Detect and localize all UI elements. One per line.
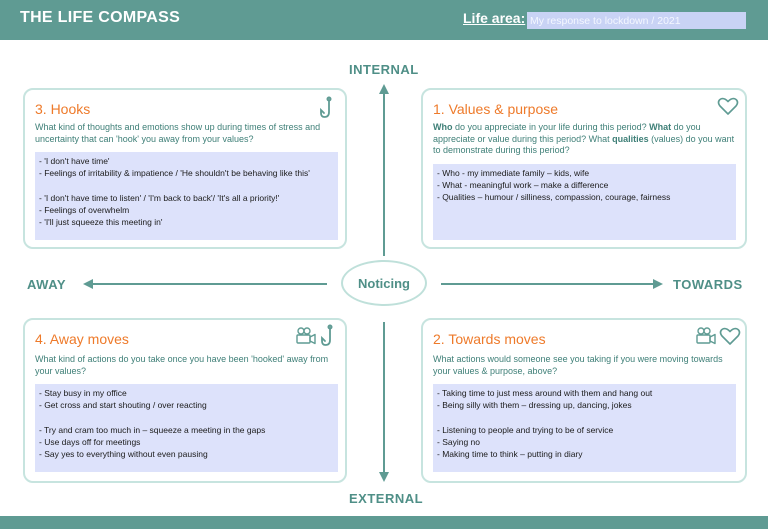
video-camera-icon	[695, 326, 717, 346]
answer-line: - Qualities – humour / silliness, compassion, courage, fairness	[437, 192, 671, 203]
card-values	[421, 88, 747, 249]
card-away-question: What kind of actions do you take once you have been 'hooked' away from your values?	[35, 354, 329, 376]
card-towards-answers[interactable]	[433, 384, 736, 472]
q-qualities: qualities	[612, 133, 649, 144]
answer-line	[39, 179, 334, 191]
card-towards-question: What actions would someone see you taking if you were moving towards your values & purpose, above?	[433, 354, 723, 376]
app-title: THE LIFE COMPASS	[20, 9, 181, 26]
arrow-down-head	[379, 472, 389, 482]
answer-line: - Stay busy in my office	[39, 388, 127, 398]
footer-bar	[0, 516, 768, 529]
fish-hook-icon	[319, 324, 341, 348]
card-hooks-question: What kind of thoughts and emotions show up during times of stress and uncertainty that can 'hook' you away from your values?	[35, 122, 321, 144]
axis-label-towards: TOWARDS	[673, 277, 743, 292]
answer-line: - Get cross and start shouting / over reacting	[39, 400, 207, 411]
axis-label-external: EXTERNAL	[349, 491, 424, 506]
card-away	[23, 318, 347, 483]
answer-line: - Say yes to everything without even pausing	[39, 449, 208, 459]
q-who: Who	[433, 122, 453, 132]
card-values-question	[433, 122, 736, 157]
card-values-title: 1. Values & purpose	[433, 101, 559, 117]
heart-icon	[719, 326, 741, 346]
card-hooks	[23, 88, 347, 249]
video-camera-icon	[295, 326, 317, 346]
answer-line: - 'I'll just squeeze this meeting in'	[39, 217, 163, 227]
heart-icon	[717, 96, 739, 116]
answer-line: - Who - my immediate family – kids, wife	[437, 168, 590, 178]
answer-line: - Feelings of overwhelm	[39, 204, 130, 215]
card-towards-title: 2. Towards moves	[433, 331, 546, 347]
card-towards	[421, 318, 747, 483]
answer-line: - 'I don't have time'	[39, 156, 110, 166]
fish-hook-icon	[318, 96, 340, 120]
answer-line: - Being silly with them – dressing up, dancing, jokes	[437, 400, 632, 411]
q-part4: do you appreciate or value during this period? What	[433, 122, 701, 144]
card-away-answers[interactable]	[35, 384, 338, 472]
answer-line: - Feelings of irritability & impatience / 'He shouldn't be behaving like this'	[39, 168, 310, 179]
arrow-right-head	[653, 279, 663, 289]
answer-line: - Taking time to just mess around with them and hang out	[437, 388, 653, 398]
answer-line	[39, 411, 334, 423]
answer-line: - Saying no	[437, 436, 480, 447]
answer-line	[437, 411, 732, 423]
answer-line: - 'I don't have time to listen' / 'I'm back to back'/ 'It's all a priority!'	[39, 192, 280, 203]
answer-line: - Use days off for meetings	[39, 436, 141, 447]
q-part2: do you appreciate in your life during this period?	[452, 122, 650, 132]
answer-line: - What - meaningful work – make a difference	[437, 180, 609, 191]
card-away-title: 4. Away moves	[35, 331, 129, 347]
q-what: What	[649, 122, 672, 132]
card-hooks-title: 3. Hooks	[35, 101, 91, 117]
noticing-label: Noticing	[358, 275, 410, 291]
answer-line: - Listening to people and trying to be of service	[437, 424, 614, 435]
life-area-label: Life area:	[463, 10, 526, 26]
noticing-center	[341, 260, 427, 306]
arrow-left-head	[83, 279, 93, 289]
answer-line: - Making time to think – putting in diary	[437, 449, 583, 459]
arrow-up-head	[379, 84, 389, 94]
answer-line: - Try and cram too much in – squeeze a meeting in the gaps	[39, 424, 266, 435]
axis-label-internal: INTERNAL	[349, 62, 419, 77]
axis-label-away: AWAY	[27, 277, 67, 292]
card-hooks-answers[interactable]	[35, 152, 338, 240]
card-values-answers[interactable]	[433, 164, 736, 240]
q-part6: (values) do you want to demonstrate during this period?	[433, 133, 735, 155]
